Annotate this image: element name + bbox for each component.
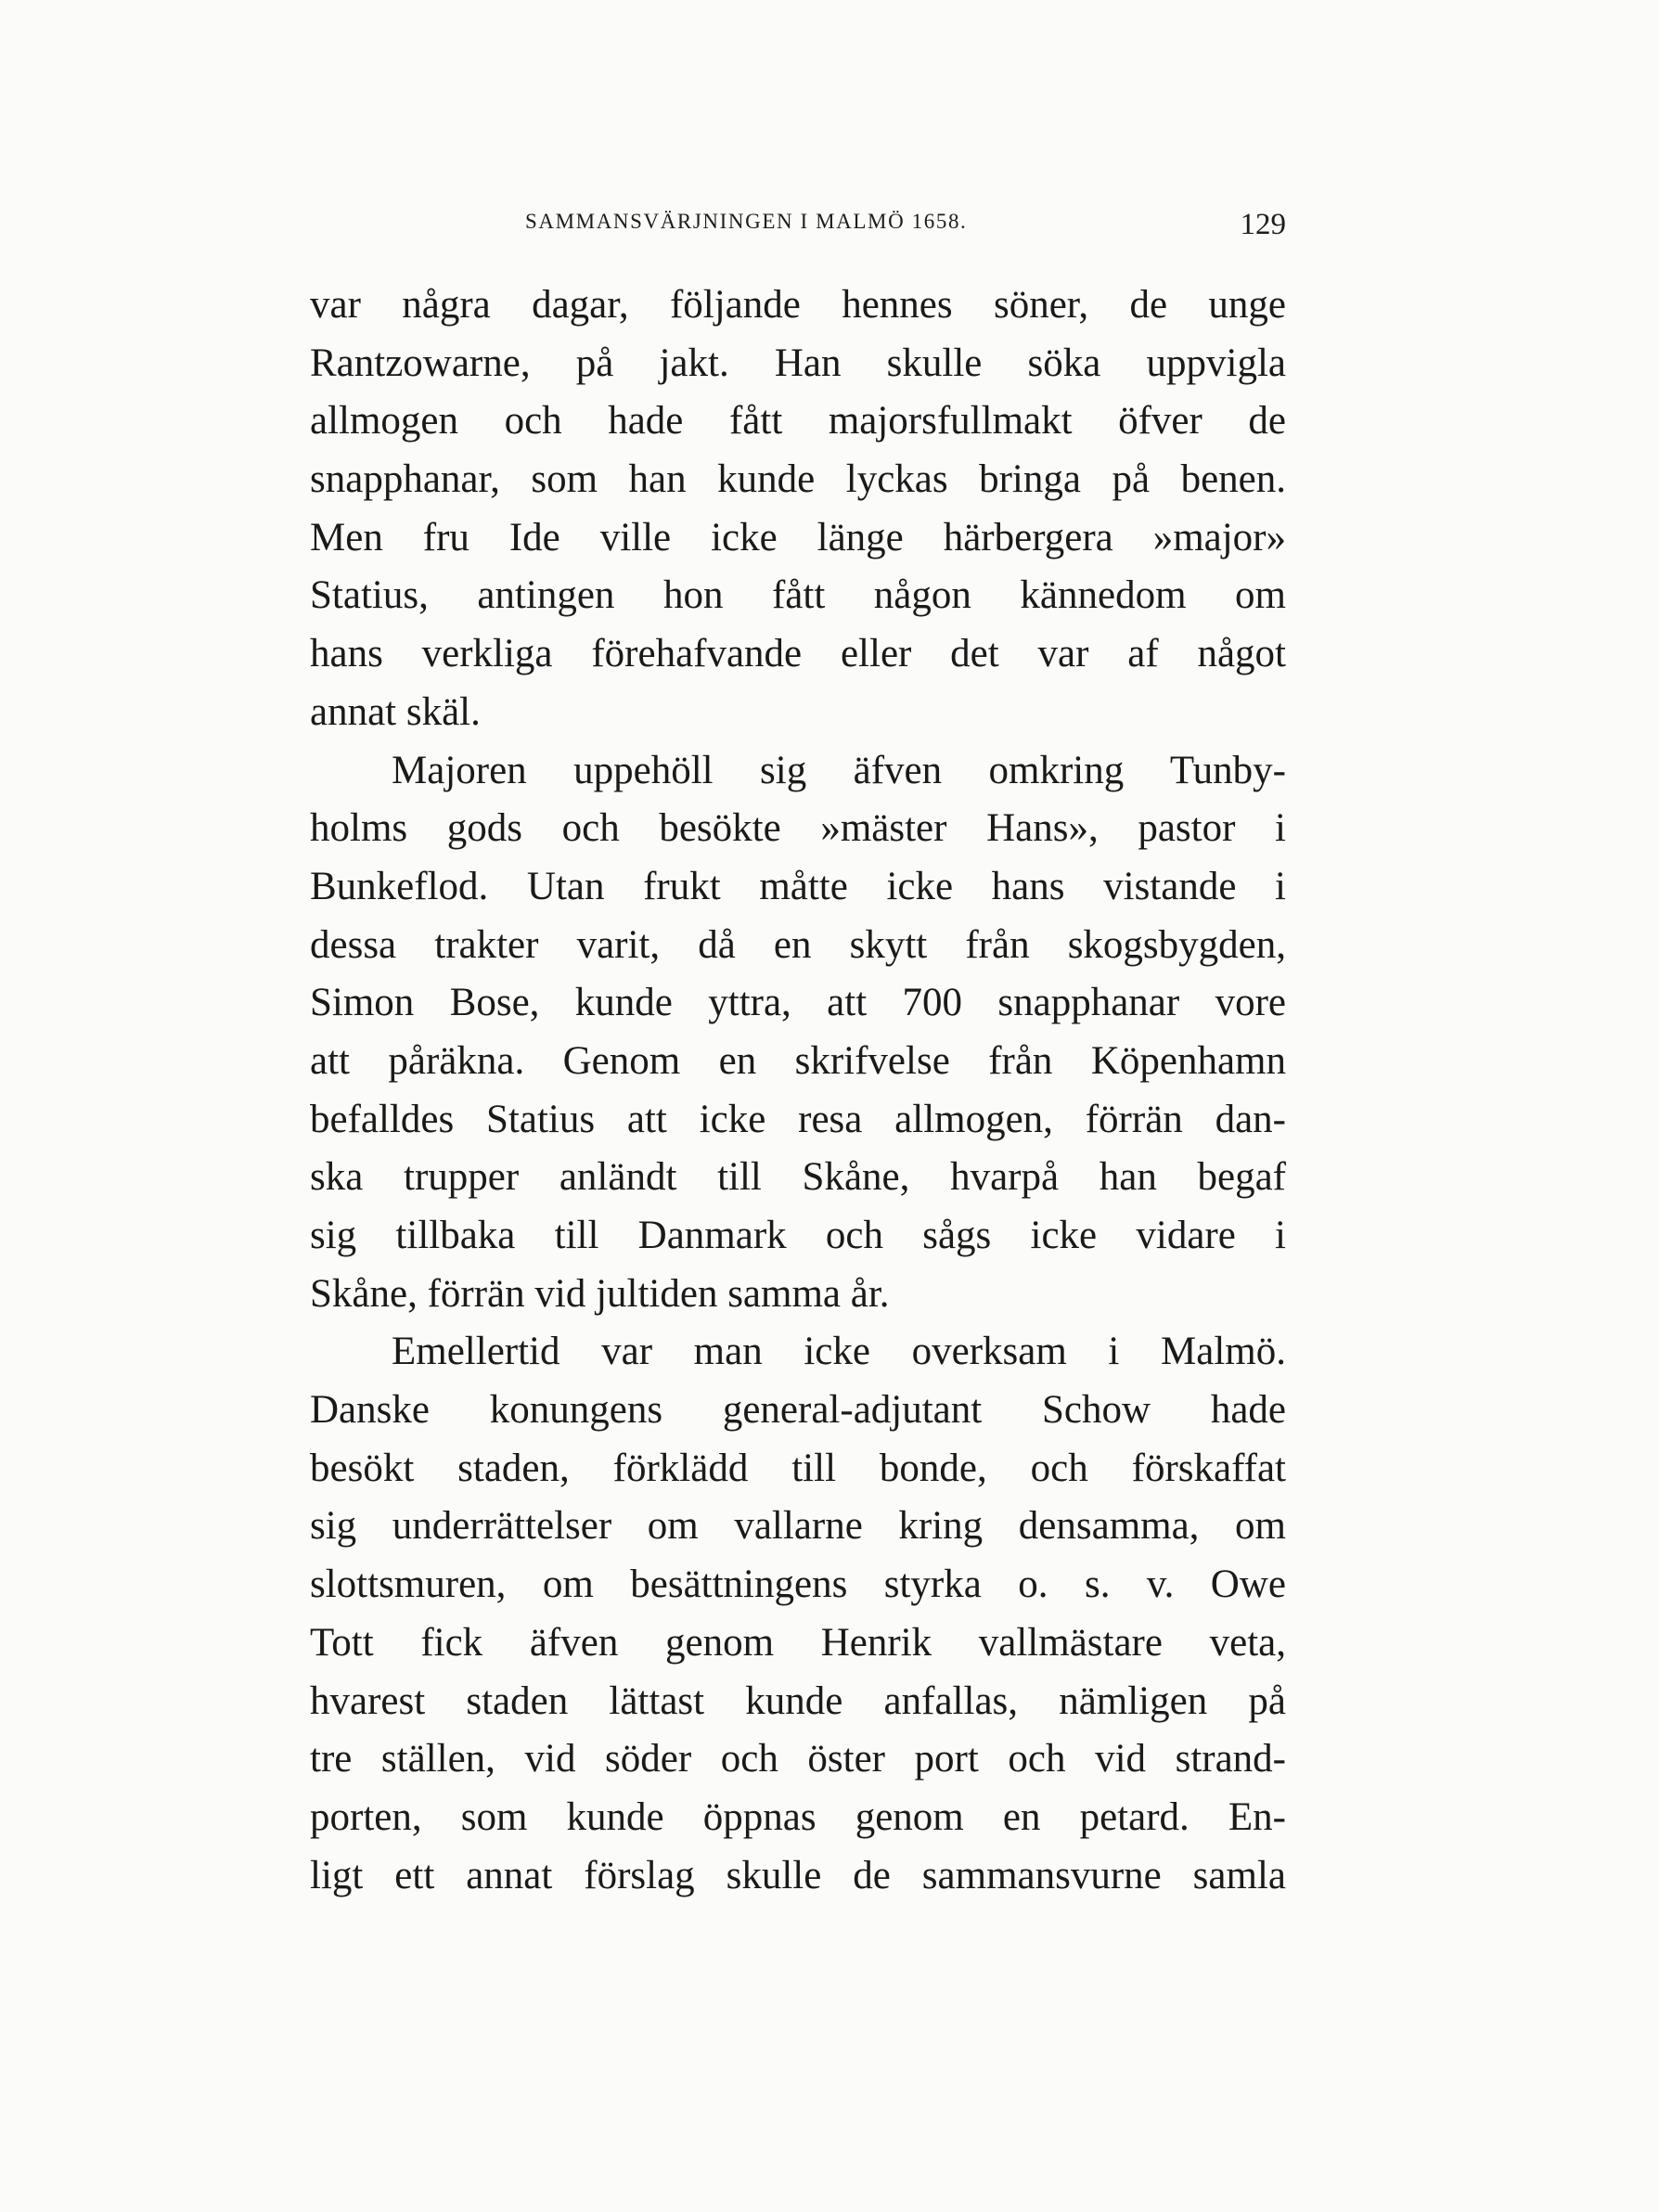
text-line: Rantzowarne, på jakt. Han skulle söka uppvigla (310, 341, 1286, 385)
text-line: att påräkna. Genom en skrifvelse från Köpenhamn (310, 1038, 1286, 1083)
text-line: dessa trakter varit, då en skytt från skogsbygden, (310, 922, 1286, 967)
text-line: Bunkeflod. Utan frukt måtte icke hans vistande i (310, 864, 1286, 908)
text-line: ska trupper anländt till Skåne, hvarpå han begaf (310, 1155, 1286, 1200)
running-title: SAMMANSVÄRJNINGEN I MALMÖ 1658. (525, 210, 968, 233)
paragraph-1 (310, 276, 1286, 742)
text-line: Emellertid var man icke overksam i Malmö. (392, 1330, 1286, 1374)
text-line: porten, som kunde öppnas genom en petard. En- (310, 1794, 1286, 1839)
running-head (310, 210, 1286, 247)
text-line: hvarest staden lättast kunde anfallas, nämligen på (310, 1678, 1286, 1723)
text-line: snapphanar, som han kunde lyckas bringa på benen. (310, 457, 1286, 502)
paragraph-2 (310, 742, 1286, 1324)
body-text (310, 276, 1286, 1905)
text-line: Skåne, förrän vid jultiden samma år. (310, 1271, 890, 1316)
text-line: Men fru Ide ville icke länge härbergera »major» (310, 515, 1286, 559)
text-line: Tott fick äfven genom Henrik vallmästare veta, (310, 1620, 1286, 1665)
text-line: ligt ett annat förslag skulle de sammansvurne samla (310, 1853, 1286, 1897)
text-line: Simon Bose, kunde yttra, att 700 snapphanar vore (310, 981, 1286, 1025)
text-line: slottsmuren, om besättningens styrka o. s. v. Owe (310, 1563, 1286, 1607)
text-line: Danske konungens general-adjutant Schow hade (310, 1388, 1286, 1433)
text-line: var några dagar, följande hennes söner, de unge (310, 283, 1286, 327)
text-line: hans verkliga förehafvande eller det var af något (310, 632, 1286, 676)
text-line: Majoren uppehöll sig äfven omkring Tunby- (392, 748, 1286, 792)
text-line: annat skäl. (310, 689, 481, 734)
text-line: besökt staden, förklädd till bonde, och förskaffat (310, 1446, 1286, 1490)
paragraph-3 (310, 1323, 1286, 1905)
text-line: holms gods och besökte »mäster Hans», pastor i (310, 806, 1286, 851)
text-line: tre ställen, vid söder och öster port och vid strand- (310, 1737, 1286, 1781)
text-line: sig underrättelser om vallarne kring densamma, om (310, 1504, 1286, 1549)
text-line: befalldes Statius att icke resa allmogen, förrän dan- (310, 1097, 1286, 1141)
text-line: sig tillbaka till Danmark och sågs icke vidare i (310, 1214, 1286, 1257)
page-number: 129 (1240, 208, 1286, 241)
text-line: allmogen och hade fått majorsfullmakt öfver de (310, 399, 1286, 444)
text-line: Statius, antingen hon fått någon kännedom om (310, 573, 1286, 618)
